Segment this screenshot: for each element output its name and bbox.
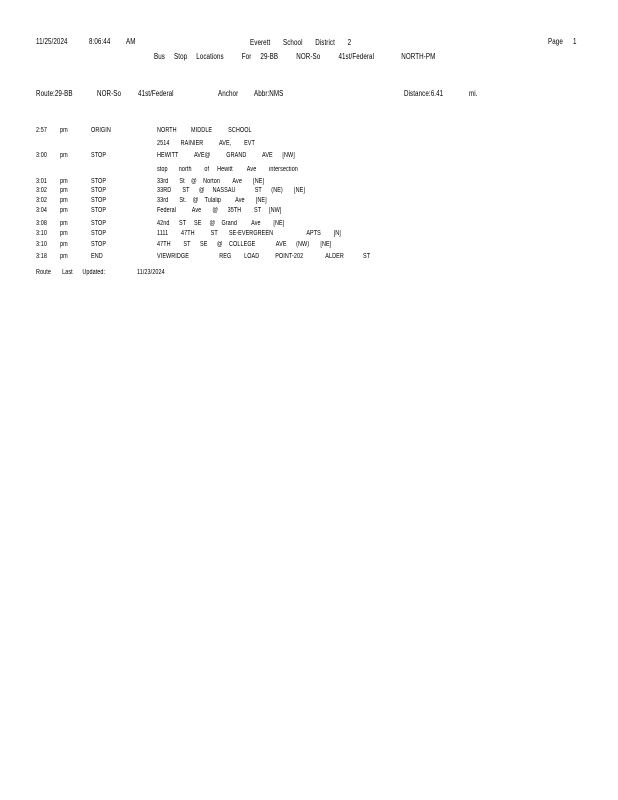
stop-time: 3:10 bbox=[36, 230, 47, 237]
report-title: Everett School District 2 bbox=[250, 38, 352, 47]
stop-type: ORIGIN bbox=[91, 127, 111, 134]
stop-location: NORTH MIDDLE SCHOOL bbox=[157, 127, 252, 134]
stop-type: END bbox=[91, 253, 103, 260]
stop-location: Federal Ave @ 35TH ST [NW] bbox=[157, 207, 282, 214]
stop-time: 3:02 bbox=[36, 187, 47, 194]
route-distance: Distance:6.41 bbox=[404, 89, 444, 98]
stop-time: 3:18 bbox=[36, 253, 47, 260]
stop-ampm: pm bbox=[60, 152, 68, 159]
stop-ampm: pm bbox=[60, 253, 68, 260]
stop-location: 33rd St. @ Tulalip Ave [NE] bbox=[157, 197, 267, 204]
stop-ampm: pm bbox=[60, 241, 68, 248]
stop-time: 3:04 bbox=[36, 207, 47, 214]
stop-ampm: pm bbox=[60, 197, 68, 204]
stop-location: HEWITT AVE@ GRAND AVE [NW] bbox=[157, 152, 295, 159]
stop-location: 47TH ST SE @ COLLEGE AVE (NW) [NE] bbox=[157, 241, 332, 248]
route-id: Route:29-BB bbox=[36, 89, 73, 98]
print-ampm: AM bbox=[126, 37, 136, 46]
stop-time: 3:02 bbox=[36, 197, 47, 204]
stop-type: STOP bbox=[91, 152, 107, 159]
stop-type: STOP bbox=[91, 187, 107, 194]
stop-location: 2514 RAINIER AVE, EVT bbox=[157, 140, 255, 147]
stop-location: 42nd ST SE @ Grand Ave [NE] bbox=[157, 220, 285, 227]
stop-type: STOP bbox=[91, 241, 107, 248]
stop-type: STOP bbox=[91, 220, 107, 227]
stop-time: 2:57 bbox=[36, 127, 47, 134]
route-anchor: Anchor bbox=[218, 89, 239, 98]
stop-ampm: pm bbox=[60, 220, 68, 227]
print-time: 8:06:44 bbox=[89, 37, 111, 46]
stop-ampm: pm bbox=[60, 127, 68, 134]
stop-location: 33RD ST @ NASSAU ST (NE) [NE] bbox=[157, 187, 305, 194]
route-abbr: Abbr:NMS bbox=[254, 89, 284, 98]
stop-location: stop north of Hewitt Ave intersection bbox=[157, 166, 298, 173]
stop-type: STOP bbox=[91, 207, 107, 214]
route-distance-unit: mi. bbox=[469, 89, 478, 98]
stop-time: 3:01 bbox=[36, 178, 47, 185]
stop-location: 1111 47TH ST SE-EVERGREEN APTS [N] bbox=[157, 230, 341, 237]
route-name: 41st/Federal bbox=[138, 89, 174, 98]
stop-type: STOP bbox=[91, 178, 107, 185]
stop-location: VIEWRIDGE REG LOAD POINT-202 ALDER ST bbox=[157, 253, 371, 260]
stop-type: STOP bbox=[91, 197, 107, 204]
page-number: 1 bbox=[573, 37, 577, 46]
stop-ampm: pm bbox=[60, 187, 68, 194]
report-subtitle: Bus Stop Locations For 29-BB NOR-So 41st/Federal NORTH-PM bbox=[154, 52, 436, 61]
stop-ampm: pm bbox=[60, 230, 68, 237]
route-school: NOR-So bbox=[97, 89, 122, 98]
route-last-updated-date: 11/23/2024 bbox=[137, 269, 165, 276]
stop-time: 3:00 bbox=[36, 152, 47, 159]
stop-type: STOP bbox=[91, 230, 107, 237]
route-last-updated-label: Route Last Updated: bbox=[36, 269, 106, 276]
stop-time: 3:10 bbox=[36, 241, 47, 248]
stop-time: 3:08 bbox=[36, 220, 47, 227]
stop-ampm: pm bbox=[60, 178, 68, 185]
stop-location: 33rd St @ Norton Ave [NE] bbox=[157, 178, 265, 185]
page-label: Page bbox=[548, 37, 563, 46]
print-date: 11/25/2024 bbox=[36, 37, 68, 46]
stop-ampm: pm bbox=[60, 207, 68, 214]
